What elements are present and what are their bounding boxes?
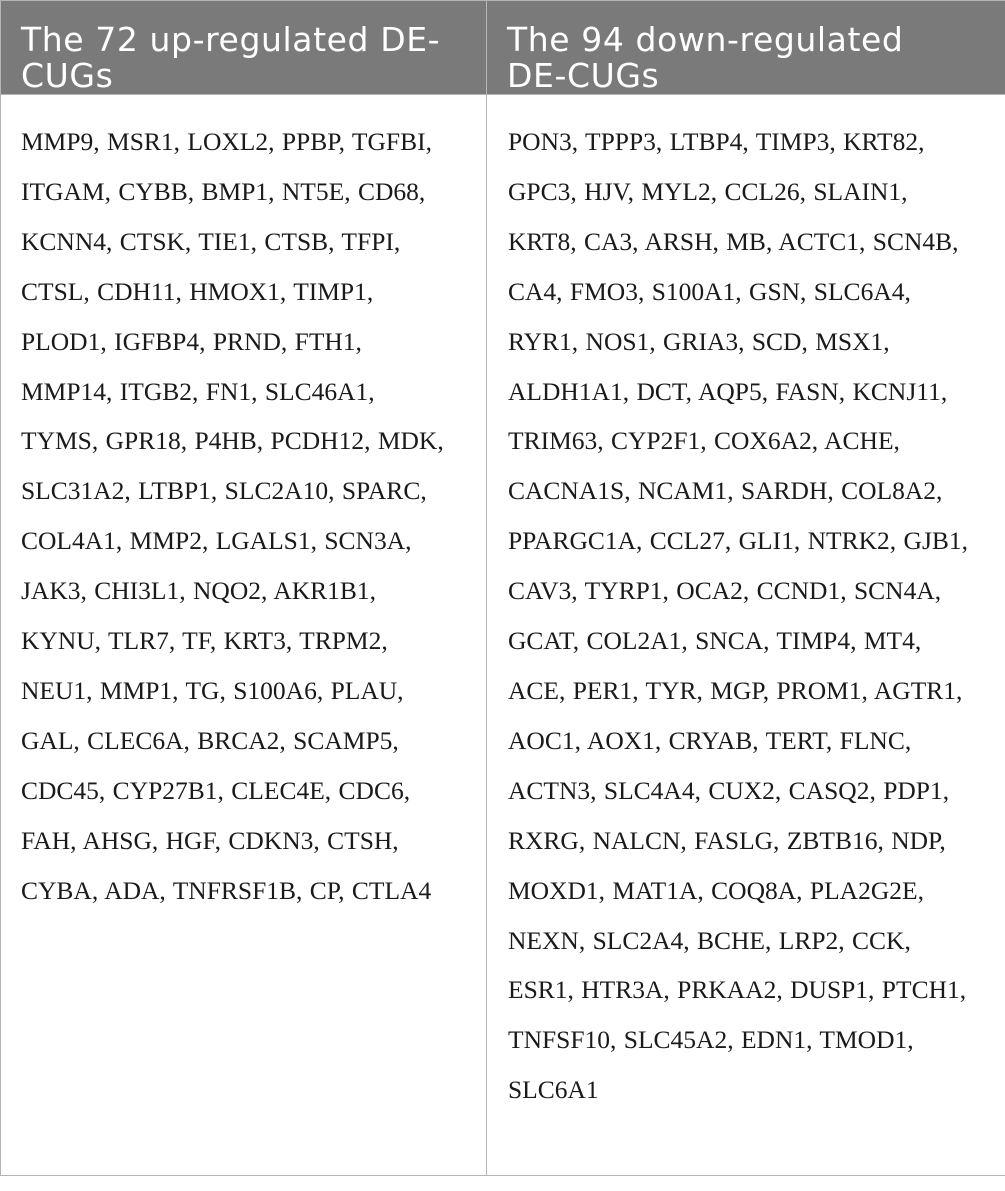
header-row <box>1 1 1005 95</box>
down-regulated-gene-list: PON3, TPPP3, LTBP4, TIMP3, KRT82, GPC3, HJV, MYL2, CCL26, SLAIN1, KRT8, CA3, ARSH, MB, ACTC1, SCN4B, CA4, FMO3, S100A1, GSN, SLC6A4, RYR1, NOS1, GRIA3, SCD, MSX1, ALDH1A1, DCT, AQP5, FASN, KCNJ11, TRIM63, CYP2F1, COX6A2, ACHE, CACNA1S, NCAM1, SARDH, COL8A2, PPARGC1A, CCL27, GLI1, NTRK2, GJB1, CAV3, TYRP1, OCA2, CCND1, SCN4A, GCAT, COL2A1, SNCA, TIMP4, MT4, ACE, PER1, TYR, MGP, PROM1, AGTR1, AOC1, AOX1, CRYAB, TERT, FLNC, ACTN3, SLC4A4, CUX2, CASQ2, PDP1, RXRG, NALCN, FASLG, ZBTB16, NDP, MOXD1, MAT1A, COQ8A, PLA2G2E, NEXN, SLC2A4, BCHE, LRP2, CCK, ESR1, HTR3A, PRKAA2, DUSP1, PTCH1, TNFSF10, SLC45A2, EDN1, TMOD1, SLC6A1 <box>487 95 1005 1176</box>
up-regulated-gene-list: MMP9, MSR1, LOXL2, PPBP, TGFBI, ITGAM, CYBB, BMP1, NT5E, CD68, KCNN4, CTSK, TIE1, CTSB, TFPI, CTSL, CDH11, HMOX1, TIMP1, PLOD1, IGFBP4, PRND, FTH1, MMP14, ITGB2, FN1, SLC46A1, TYMS, GPR18, P4HB, PCDH12, MDK, SLC31A2, LTBP1, SLC2A10, SPARC, COL4A1, MMP2, LGALS1, SCN3A, JAK3, CHI3L1, NQO2, AKR1B1, KYNU, TLR7, TF, KRT3, TRPM2, NEU1, MMP1, TG, S100A6, PLAU, GAL, CLEC6A, BRCA2, SCAMP5, CDC45, CYP27B1, CLEC4E, CDC6, FAH, AHSG, HGF, CDKN3, CTSH, CYBA, ADA, TNFRSF1B, CP, CTLA4 <box>1 95 487 1176</box>
gene-list-row <box>1 95 1005 1176</box>
header-up-regulated: The 72 up-regulated DE-CUGs <box>1 1 487 95</box>
header-down-regulated: The 94 down-regulated DE-CUGs <box>487 1 1005 95</box>
